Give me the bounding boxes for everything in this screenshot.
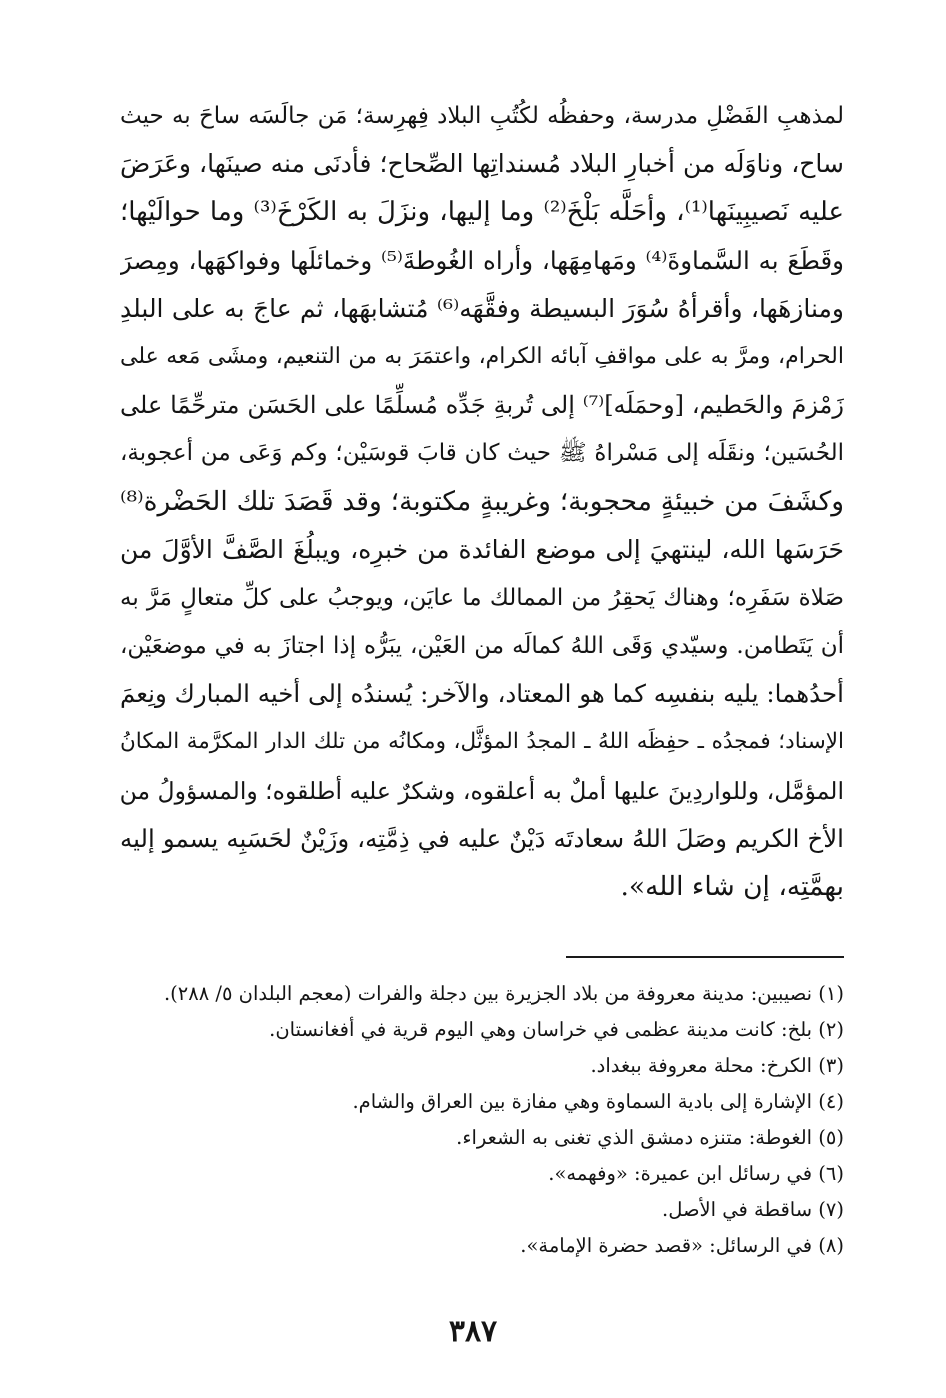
text-line: الحُسَين؛ ونقَلَه إلى مَسْراهُ ﷺ حيث كان قابَ قوسَيْن؛ وكم وَعَى من أعجوبة، [120, 440, 844, 467]
text-line: الحرام، ومرَّ به على مواقفِ آبائه الكرام، واعتمَرَ به من التنعيم، ومشَى مَعه على [120, 343, 844, 369]
text-line: ساح، وناوَلَه من أخبارِ البلاد مُسنداتِها الصِّحاح؛ فأدنَى منه صينَها، وعَرَضَ [120, 149, 844, 179]
footnote-separator [566, 956, 844, 958]
main-text [120, 92, 844, 911]
text-line: وقَطَعَ به السَّماوةَ⁽⁴⁾ ومَهامِهَها، وأراه الغُوطةَ⁽⁵⁾ وخمائلَها وفواكهَها، ومِصرَ [120, 245, 844, 275]
text-line: أحدُهما: يليه بنفسِه كما هو المعتاد، والآخر: يُسندُه إلى أخيه المبارك ونِعمَ [120, 679, 844, 709]
footnote: (٨) في الرسائل: «قصد حضرة الإمامة». [520, 1234, 844, 1257]
text-line: الأخ الكريم وصَلَ اللهُ سعادتَه دَيْنٌ عليه في ذِمَّتِه، وزَيْنٌ لحَسَبِه يسمو إليه [120, 823, 844, 853]
footnote: (١) نصيبين: مدينة معروفة من بلاد الجزيرة بين دجلة والفرات (معجم البلدان ٥/ ٢٨٨). [163, 982, 844, 1005]
footnote: (٦) في رسائل ابن عميرة: «وفهمه». [548, 1162, 844, 1185]
text-line: عليه نَصيبِينَها⁽¹⁾، وأحَلَّه بَلْخَ⁽²⁾ وما إليها، ونزَلَ به الكَرْخَ⁽³⁾ وما حوالَيْها؛ [120, 197, 844, 228]
footnote: (٤) الإشارة إلى بادية السماوة وهي مفازة بين العراق والشام. [352, 1090, 844, 1113]
text-line: وكشَفَ من خبيئةٍ محجوبة؛ وغريبةٍ مكتوبة؛ وقد قَصَدَ تلك الحَضْرة⁽⁸⁾ [120, 485, 844, 517]
text-line: ومنازهَها، وأقرأهُ سُوَرَ البسيطة وفقَّهَه⁽⁶⁾ مُتشابهَها، ثم عاجَ به على البلدِ [120, 293, 844, 323]
page-number: ٣٨٧ [448, 1314, 498, 1349]
text-line: حَرَسَها الله، لينتهيَ إلى موضع الفائدة من خبرِه، ويبلُغَ الصَّفَّ الأوَّلَ من [120, 534, 844, 564]
footnotes-list [120, 976, 844, 1264]
footnote: (٣) الكرخ: محلة معروفة ببغداد. [590, 1054, 844, 1077]
footnote: (٢) بلخ: كانت مدينة عظمى في خراسان وهي اليوم قرية في أفغانستان. [269, 1018, 844, 1041]
text-line: بهمَّتِه، إن شاء الله». [620, 871, 844, 902]
text-line: الإسناد؛ فمجدُه ـ حفِظَه اللهُ ـ المجدُ المؤثَّل، ومكانُه من تلك الدار المكرَّمة المكانُ [120, 729, 844, 755]
text-line: صَلاة سَفَرِه؛ وهناك يَحقِرُ من الممالك ما عايَن، ويوجبُ على كلِّ متعالٍ مَرَّ به [120, 584, 844, 611]
text-line: أن يَتَطامن. وسيّدي وَقَى اللهُ كمالَه من العَيْن، يبَرُّه إذا اجتازَ به في موضعَيْن، [120, 633, 844, 660]
footnote: (٥) الغوطة: متنزه دمشق الذي تغنى به الشعراء. [456, 1126, 844, 1149]
footnote: (٧) ساقطة في الأصل. [662, 1198, 844, 1221]
text-line: المؤمَّل، وللواردِينَ عليها أملٌ به أعلقوه، وشكرٌ عليه أطلقوه؛ والمسؤولُ من [120, 776, 844, 805]
text-line: زَمْزمَ والحَطيم، [وحمَلَه]⁽⁷⁾ إلى تُربةِ جَدِّه مُسلِّمًا على الحَسَن مترحِّمًا على [120, 391, 844, 420]
text-line: لمذهبِ الفَضْلِ مدرسة، وحفظُه لكُتُبِ البلاد فِهرِسة؛ مَن جالَسَه ساحَ به حيث [120, 103, 844, 129]
